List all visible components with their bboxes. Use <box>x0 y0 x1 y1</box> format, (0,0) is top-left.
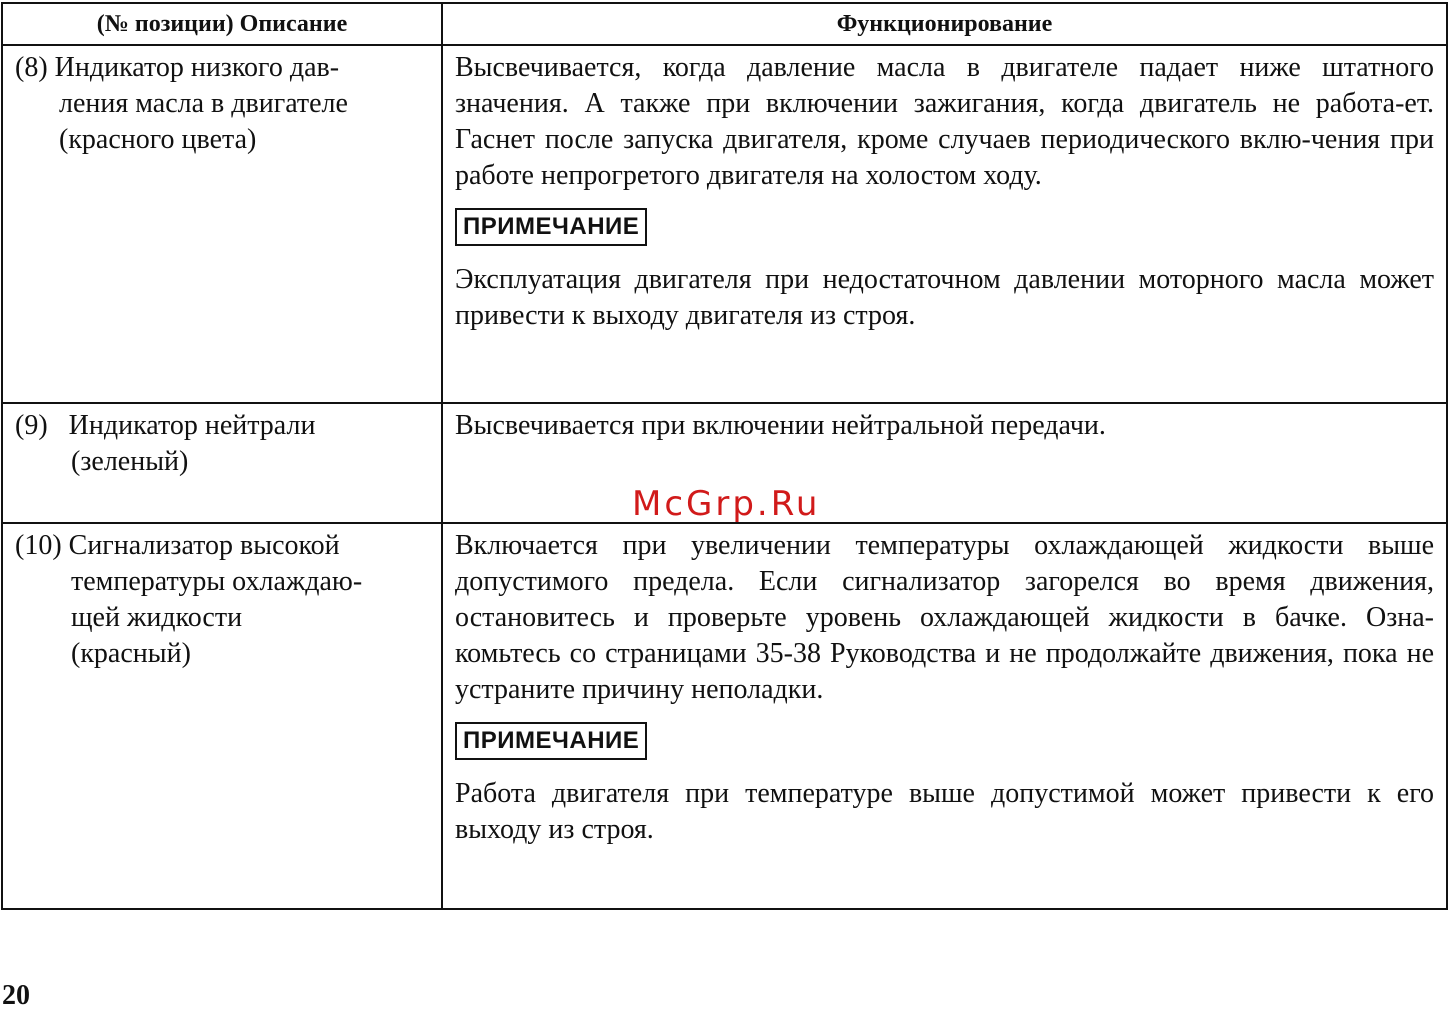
description-line: (зеленый) <box>71 446 189 477</box>
row-description <box>2 45 442 403</box>
description-line: (8) Индикатор низкого дав- <box>15 52 340 83</box>
table-row <box>2 523 1447 909</box>
description-line: (9) Индикатор нейтрали <box>15 410 316 441</box>
note-text: Работа двигателя при температуре выше допустимой может привести к его выходу из строя. <box>455 778 1434 845</box>
header-function: Функционирование <box>442 3 1447 45</box>
page-number: 20 <box>2 980 30 1011</box>
description-line: ления масла в двигателе <box>59 88 348 119</box>
description-line: (красный) <box>71 638 191 669</box>
description-line: щей жидкости <box>71 602 243 633</box>
row-description <box>2 523 442 909</box>
description-line: (красного цвета) <box>59 124 257 155</box>
description-line: (10) Сигнализатор высокой <box>15 530 340 561</box>
table-header-row <box>2 3 1447 45</box>
row-function <box>442 45 1447 403</box>
note-label: ПРИМЕЧАНИЕ <box>455 208 647 246</box>
function-text: Включается при увеличении температуры охлаждающей жидкости выше допустимого предела. Если сигнализатор загорелся во время движения, остановитесь и проверьте уровень охлаждающей жидкости в бачке. Озна-комьтесь со страницами 35-38 Руководства и не продолжайте движения, пока не устраните причину неполадки. <box>455 530 1434 705</box>
note-label: ПРИМЕЧАНИЕ <box>455 722 647 760</box>
header-description: (№ позиции) Описание <box>2 3 442 45</box>
row-function <box>442 523 1447 909</box>
indicator-table <box>1 2 1448 910</box>
note-text: Эксплуатация двигателя при недостаточном давлении моторного масла может привести к выходу двигателя из строя. <box>455 264 1434 331</box>
table-row <box>2 45 1447 403</box>
description-line: температуры охлаждаю- <box>71 566 363 597</box>
watermark: McGrp.Ru <box>632 484 821 524</box>
row-description <box>2 403 442 523</box>
function-text: Высвечивается при включении нейтральной передачи. <box>455 410 1106 441</box>
function-text: Высвечивается, когда давление масла в двигателе падает ниже штатного значения. А также при включении зажигания, когда двигатель не работа-ет. Гаснет после запуска двигателя, кроме случаев периодического вклю-чения при работе непрогретого двигателя на холостом ходу. <box>455 52 1434 191</box>
row-function <box>442 403 1447 523</box>
